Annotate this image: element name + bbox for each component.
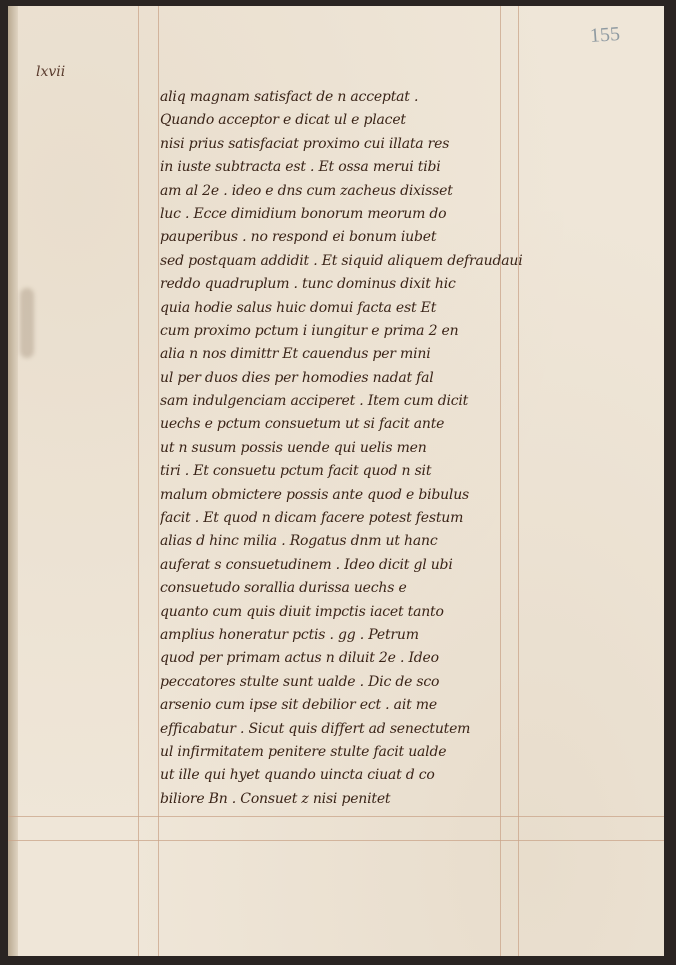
text-line: auferat s consuetudinem . Ideo dicit gl ubi bbox=[160, 556, 453, 573]
page-stain bbox=[20, 288, 34, 358]
manuscript-page bbox=[8, 6, 664, 956]
text-line: quod per primam actus n diluit 2e . Ideo bbox=[160, 650, 439, 667]
text-line: ut n susum possis uende qui uelis men bbox=[160, 439, 427, 456]
text-line: sed postquam addidit . Et siquid aliquem defraudaui bbox=[160, 252, 523, 269]
text-line: consuetudo sorallia durissa uechs e bbox=[160, 580, 407, 597]
text-line: ut ille qui hyet quando uincta ciuat d co bbox=[160, 767, 435, 784]
text-line: reddo quadruplum . tunc dominus dixit hic bbox=[160, 276, 456, 293]
text-line: sam indulgenciam acciperet . Item cum dicit bbox=[160, 393, 469, 410]
ruling-line-bottom-lower bbox=[8, 840, 664, 841]
text-line: amplius honeratur pctis . gg . Petrum bbox=[160, 626, 419, 643]
text-line: malum obmictere possis ante quod e bibulus bbox=[160, 486, 470, 503]
text-line: peccatores stulte sunt ualde . Dic de sco bbox=[160, 673, 440, 690]
text-line: ul infirmitatem penitere stulte facit ualde bbox=[160, 743, 447, 760]
manuscript-text-block bbox=[160, 86, 524, 811]
text-line: alias d hinc milia . Rogatus dnm ut hanc bbox=[160, 533, 438, 550]
ruling-line-left-outer bbox=[138, 6, 139, 956]
text-line: am al 2e . ideo e dns cum zacheus dixisset bbox=[160, 182, 453, 199]
folio-number: 155 bbox=[589, 22, 621, 48]
text-line: luc . Ecce dimidium bonorum meorum do bbox=[160, 205, 447, 222]
text-line: efficabatur . Sicut quis differt ad senectutem bbox=[160, 720, 471, 737]
text-line: quia hodie salus huic domui facta est Et bbox=[160, 299, 437, 316]
text-line: alia n nos dimittr Et cauendus per mini bbox=[160, 346, 431, 363]
text-line: uechs e pctum consuetum ut si facit ante bbox=[160, 416, 445, 433]
text-line: ul per duos dies per homodies nadat fal bbox=[160, 369, 434, 386]
text-line: arsenio cum ipse sit debilior ect . ait me bbox=[160, 697, 437, 714]
text-line: aliq magnam satisfact de n acceptat . bbox=[160, 89, 419, 105]
text-line: facit . Et quod n dicam facere potest festum bbox=[160, 510, 464, 527]
text-line: tiri . Et consuetu pctum facit quod n sit bbox=[160, 463, 432, 480]
margin-note: lxvii bbox=[36, 64, 66, 80]
ruling-line-bottom-upper bbox=[8, 816, 664, 817]
text-line: cum proximo pctum i iungitur e prima 2 en bbox=[160, 322, 459, 339]
text-line: biliore Bn . Consuet z nisi penitet bbox=[160, 790, 391, 807]
text-line: pauperibus . no respond ei bonum iubet bbox=[160, 229, 437, 246]
text-line: in iuste subtracta est . Et ossa merui tibi bbox=[160, 159, 441, 176]
text-line: nisi prius satisfaciat proximo cui illata res bbox=[160, 135, 450, 152]
binding-gutter bbox=[8, 6, 18, 956]
text-line: quanto cum quis diuit impctis iacet tanto bbox=[160, 603, 444, 620]
text-line: Quando acceptor e dicat ul e placet bbox=[160, 112, 406, 129]
ruling-line-left-inner bbox=[158, 6, 159, 956]
